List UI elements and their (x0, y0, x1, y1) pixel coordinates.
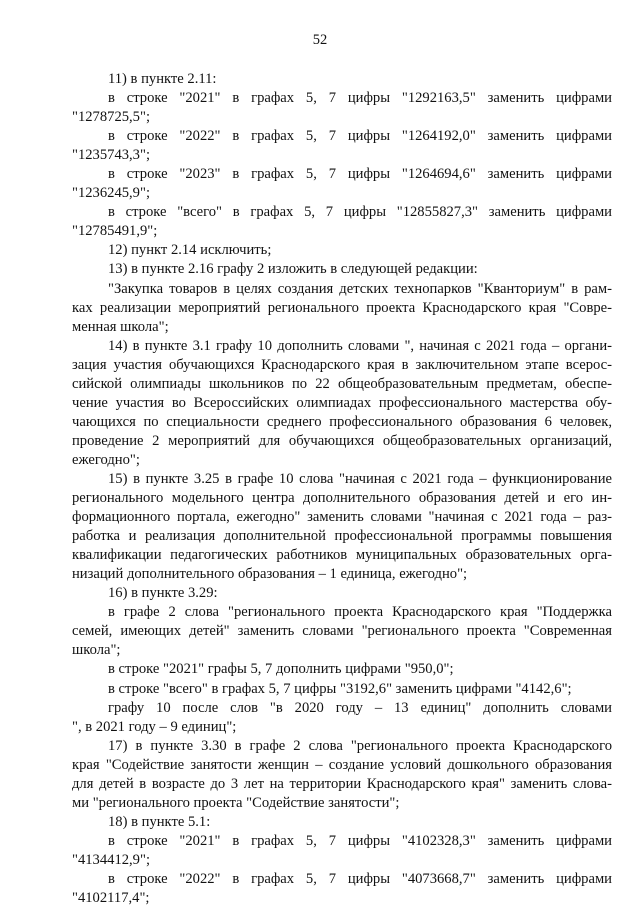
text-line: в строке "2023" в графах 5, 7 цифры "1264694,6" заменить цифрами (108, 166, 612, 183)
text-line: "4102117,4"; (72, 890, 150, 907)
text-line: "1278725,5"; (72, 109, 150, 126)
text-line: сийской олимпиады школьников по 22 общеобразовательным предметам, обеспе- (72, 375, 612, 392)
text-line: 18) в пункте 5.1: (108, 813, 211, 830)
text-line: школа"; (72, 642, 121, 659)
paragraph-p8 (72, 280, 612, 337)
document-body (72, 70, 612, 908)
text-line: квалификации педагогических работников муниципальных образовательных орга- (72, 547, 612, 564)
text-line: "1236245,9"; (72, 185, 150, 202)
text-line: "Закупка товаров в целях создания детских технопарков "Кванториум" в рам- (108, 280, 612, 297)
text-line: "4134412,9"; (72, 851, 150, 868)
text-line: менная школа"; (72, 318, 169, 335)
text-line: в строке "2022" в графах 5, 7 цифры "4073668,7" заменить цифрами (108, 870, 612, 887)
page-number: 52 (312, 32, 328, 48)
paragraph-p16 (72, 737, 612, 813)
paragraph-p15 (72, 699, 612, 737)
text-line: ми "регионального проекта "Содействие занятости"; (72, 794, 400, 811)
text-line: графу 10 после слов "в 2020 году – 13 единиц" дополнить словами (108, 699, 612, 716)
text-line: 12) пункт 2.14 исключить; (108, 242, 272, 259)
paragraph-p9 (72, 337, 612, 470)
text-line: в строке "всего" в графах 5, 7 цифры "12855827,3" заменить цифрами (108, 204, 612, 221)
text-line: ках реализации мероприятий регионального проекта Краснодарского края "Совре- (72, 299, 612, 316)
text-line: низаций дополнительного образования – 1 единица, ежегодно"; (72, 566, 468, 583)
paragraph-p1 (72, 70, 612, 89)
text-line: в строке "2021" в графах 5, 7 цифры "1292163,5" заменить цифрами (108, 90, 612, 107)
paragraph-p13 (72, 660, 612, 679)
text-line: для детей в возрасте до 3 лет на территории Краснодарского края" заменить слова- (72, 775, 612, 792)
text-line: "12785491,9"; (72, 223, 158, 240)
paragraph-p17 (72, 813, 612, 832)
paragraph-p3 (72, 127, 612, 165)
paragraph-p14 (72, 680, 612, 699)
text-line: 14) в пункте 3.1 графу 10 дополнить словами ", начиная с 2021 года – органи- (108, 337, 612, 354)
text-line: в строке "2022" в графах 5, 7 цифры "1264192,0" заменить цифрами (108, 128, 612, 145)
text-line: зация участия обучающихся Краснодарского края в заключительном этапе всерос- (72, 356, 612, 373)
paragraph-p7 (72, 260, 612, 279)
paragraph-p11 (72, 584, 612, 603)
paragraph-p18 (72, 832, 612, 870)
text-line: 13) в пункте 2.16 графу 2 изложить в следующей редакции: (108, 261, 478, 278)
text-line: "1235743,3"; (72, 147, 150, 164)
text-line: края "Содействие занятости женщин – создание условий дошкольного образования (72, 756, 612, 773)
text-line: 17) в пункте 3.30 в графе 2 слова "регионального проекта Краснодарского (108, 737, 612, 754)
text-line: проведение 2 мероприятий для обучающихся общеобразовательных организаций, (72, 432, 612, 449)
text-line: регионального модельного центра дополнительного образования детей и его ин- (72, 490, 612, 507)
text-line: чение участия во Всероссийских олимпиадах профессионального мастерства обу- (72, 394, 612, 411)
text-line: ежегодно"; (72, 451, 140, 468)
paragraph-p6 (72, 241, 612, 260)
paragraph-p5 (72, 203, 612, 241)
text-line: 11) в пункте 2.11: (108, 71, 217, 87)
text-line: работка и реализация дополнительной профессиональной программы повышения (72, 528, 612, 545)
text-line: в строке "2021" графы 5, 7 дополнить цифрами "950,0"; (108, 661, 454, 678)
paragraph-p2 (72, 89, 612, 127)
text-line: в строке "2021" в графах 5, 7 цифры "4102328,3" заменить цифрами (108, 832, 612, 849)
paragraph-p4 (72, 165, 612, 203)
text-line: в строке "всего" в графах 5, 7 цифры "3192,6" заменить цифрами "4142,6"; (108, 680, 572, 697)
text-line: 16) в пункте 3.29: (108, 585, 218, 602)
text-line: семей, имеющих детей" заменить словами "регионального проекта "Современная (72, 623, 612, 640)
paragraph-p19 (72, 870, 612, 908)
text-line: формационного портала, ежегодно" заменить словами "начиная с 2021 года – раз- (72, 509, 612, 526)
text-line: чающихся по специальности среднего профессионального образования 6 человек, (72, 413, 612, 430)
text-line: ", в 2021 году – 9 единиц"; (72, 718, 237, 735)
text-line: 15) в пункте 3.25 в графе 10 слова "начиная с 2021 года – функционирование (108, 470, 612, 487)
text-line: в графе 2 слова "регионального проекта Краснодарского края "Поддержка (108, 604, 612, 621)
paragraph-p10 (72, 470, 612, 584)
paragraph-p12 (72, 603, 612, 660)
